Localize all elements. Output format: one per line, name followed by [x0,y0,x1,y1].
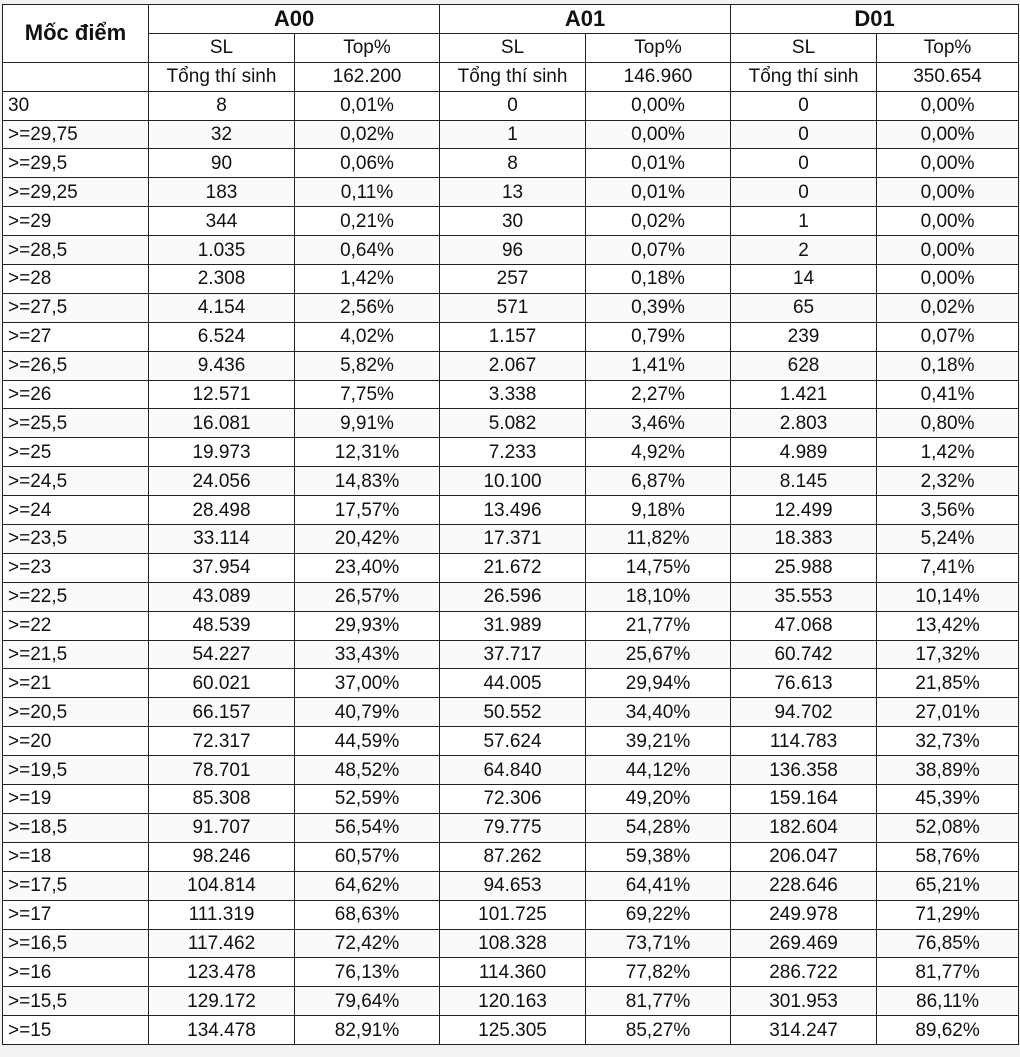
a01-sl-cell: 0 [440,91,586,120]
a00-sl-cell: 32 [149,120,295,149]
d01-sl-cell: 228.646 [731,871,877,900]
score-statistics-table [2,4,1019,1045]
block-a01-header: A01 [440,5,731,34]
a00-sl-cell: 111.319 [149,900,295,929]
a00-top-cell: 26,57% [295,582,440,611]
header-row-totals [3,62,1019,91]
d01-sl-cell: 239 [731,322,877,351]
a01-sl-cell: 8 [440,149,586,178]
a00-top-cell: 4,02% [295,322,440,351]
a01-top-cell: 69,22% [586,900,731,929]
a00-top-cell: 14,83% [295,467,440,496]
a00-sl-cell: 117.462 [149,929,295,958]
block-a00-header: A00 [149,5,440,34]
d01-top-cell: 0,00% [877,236,1019,265]
a01-sl-cell: 571 [440,293,586,322]
a01-sl-cell: 50.552 [440,698,586,727]
a01-top-cell: 54,28% [586,813,731,842]
d01-sl-cell: 0 [731,178,877,207]
table-row [3,553,1019,582]
a01-sl-cell: 13.496 [440,496,586,525]
a00-sl-cell: 8 [149,91,295,120]
score-milestone-cell: >=15 [3,1016,149,1045]
a01-sl-cell: 79.775 [440,813,586,842]
a00-top-cell: 7,75% [295,380,440,409]
d01-sl-header: SL [731,33,877,62]
a01-top-cell: 0,18% [586,265,731,294]
a00-sl-cell: 9.436 [149,351,295,380]
a00-top-cell: 2,56% [295,293,440,322]
d01-sl-cell: 4.989 [731,438,877,467]
table-row [3,91,1019,120]
a00-top-cell: 29,93% [295,611,440,640]
table-row [3,727,1019,756]
table-row [3,380,1019,409]
d01-top-cell: 1,42% [877,438,1019,467]
a01-sl-cell: 96 [440,236,586,265]
a00-sl-header: SL [149,33,295,62]
a01-sl-cell: 64.840 [440,756,586,785]
a00-top-cell: 82,91% [295,1016,440,1045]
a00-sl-cell: 2.308 [149,265,295,294]
score-milestone-cell: >=20,5 [3,698,149,727]
d01-top-cell: 0,00% [877,207,1019,236]
score-milestone-cell: >=25,5 [3,409,149,438]
a00-sl-cell: 6.524 [149,322,295,351]
a00-sl-cell: 183 [149,178,295,207]
score-milestone-cell: 30 [3,91,149,120]
table-row [3,785,1019,814]
d01-top-cell: 10,14% [877,582,1019,611]
score-milestone-cell: >=21 [3,669,149,698]
table-row [3,929,1019,958]
score-milestone-cell: >=28,5 [3,236,149,265]
score-milestone-cell: >=29,75 [3,120,149,149]
a00-sl-cell: 344 [149,207,295,236]
table-row [3,813,1019,842]
d01-sl-cell: 269.469 [731,929,877,958]
a00-sl-cell: 43.089 [149,582,295,611]
score-milestone-cell: >=22,5 [3,582,149,611]
a01-top-cell: 3,46% [586,409,731,438]
d01-sl-cell: 35.553 [731,582,877,611]
a00-sl-cell: 1.035 [149,236,295,265]
a01-sl-cell: 31.989 [440,611,586,640]
a01-top-cell: 0,07% [586,236,731,265]
a00-top-cell: 17,57% [295,496,440,525]
a01-top-cell: 34,40% [586,698,731,727]
d01-top-cell: 0,00% [877,265,1019,294]
table-row [3,120,1019,149]
table-body [3,91,1019,1044]
a01-sl-cell: 2.067 [440,351,586,380]
a00-top-cell: 0,11% [295,178,440,207]
table-row [3,409,1019,438]
score-milestone-cell: >=28 [3,265,149,294]
a00-top-cell: 64,62% [295,871,440,900]
table-row [3,1016,1019,1045]
a01-top-cell: 0,01% [586,149,731,178]
a01-top-cell: 85,27% [586,1016,731,1045]
d01-sl-cell: 47.068 [731,611,877,640]
a01-top-cell: 11,82% [586,525,731,554]
a01-top-cell: 6,87% [586,467,731,496]
d01-sl-cell: 182.604 [731,813,877,842]
table-row [3,322,1019,351]
a01-top-cell: 0,01% [586,178,731,207]
a00-top-cell: 52,59% [295,785,440,814]
d01-sl-cell: 0 [731,120,877,149]
a01-top-cell: 0,00% [586,91,731,120]
a00-top-cell: 0,02% [295,120,440,149]
a00-top-cell: 23,40% [295,553,440,582]
d01-top-cell: 0,00% [877,91,1019,120]
table-row [3,467,1019,496]
d01-sl-cell: 65 [731,293,877,322]
a01-top-cell: 0,02% [586,207,731,236]
d01-top-cell: 71,29% [877,900,1019,929]
score-milestone-header: Mốc điểm [3,5,149,63]
a01-top-cell: 64,41% [586,871,731,900]
a01-top-cell: 4,92% [586,438,731,467]
a01-sl-cell: 17.371 [440,525,586,554]
a00-top-cell: 20,42% [295,525,440,554]
a01-sl-cell: 13 [440,178,586,207]
a00-top-cell: 12,31% [295,438,440,467]
a00-total-label: Tổng thí sinh [149,62,295,91]
d01-sl-cell: 2.803 [731,409,877,438]
a01-top-cell: 81,77% [586,987,731,1016]
table-row [3,236,1019,265]
d01-total-value: 350.654 [877,62,1019,91]
a00-top-cell: 5,82% [295,351,440,380]
a01-sl-cell: 257 [440,265,586,294]
a00-top-cell: 60,57% [295,842,440,871]
table-row [3,640,1019,669]
d01-top-cell: 65,21% [877,871,1019,900]
a00-top-cell: 48,52% [295,756,440,785]
d01-sl-cell: 159.164 [731,785,877,814]
a01-sl-header: SL [440,33,586,62]
d01-top-cell: 7,41% [877,553,1019,582]
d01-sl-cell: 0 [731,91,877,120]
table-row [3,987,1019,1016]
a00-sl-cell: 33.114 [149,525,295,554]
d01-top-cell: 76,85% [877,929,1019,958]
a01-top-cell: 77,82% [586,958,731,987]
score-milestone-cell: >=18,5 [3,813,149,842]
table-row [3,582,1019,611]
a01-sl-cell: 114.360 [440,958,586,987]
score-milestone-cell: >=17 [3,900,149,929]
a01-sl-cell: 37.717 [440,640,586,669]
score-milestone-cell: >=29,5 [3,149,149,178]
score-milestone-cell: >=17,5 [3,871,149,900]
a01-sl-cell: 125.305 [440,1016,586,1045]
score-milestone-cell: >=25 [3,438,149,467]
a00-top-cell: 37,00% [295,669,440,698]
score-milestone-cell: >=19,5 [3,756,149,785]
a01-sl-cell: 5.082 [440,409,586,438]
a00-top-cell: 9,91% [295,409,440,438]
score-milestone-cell: >=22 [3,611,149,640]
score-milestone-cell: >=21,5 [3,640,149,669]
a01-top-cell: 18,10% [586,582,731,611]
d01-top-cell: 17,32% [877,640,1019,669]
d01-sl-cell: 60.742 [731,640,877,669]
score-milestone-cell: >=27,5 [3,293,149,322]
d01-top-cell: 0,07% [877,322,1019,351]
block-d01-header: D01 [731,5,1019,34]
a01-sl-cell: 44.005 [440,669,586,698]
d01-top-cell: 89,62% [877,1016,1019,1045]
d01-sl-cell: 12.499 [731,496,877,525]
a01-top-cell: 9,18% [586,496,731,525]
d01-sl-cell: 114.783 [731,727,877,756]
score-milestone-cell: >=18 [3,842,149,871]
a00-top-cell: 72,42% [295,929,440,958]
score-milestone-cell: >=26 [3,380,149,409]
a00-sl-cell: 28.498 [149,496,295,525]
a01-sl-cell: 10.100 [440,467,586,496]
a00-sl-cell: 104.814 [149,871,295,900]
a01-sl-cell: 108.328 [440,929,586,958]
d01-top-cell: 0,00% [877,120,1019,149]
a01-sl-cell: 101.725 [440,900,586,929]
table-row [3,756,1019,785]
d01-top-cell: 0,18% [877,351,1019,380]
d01-top-cell: 52,08% [877,813,1019,842]
score-milestone-cell: >=20 [3,727,149,756]
a01-sl-cell: 1.157 [440,322,586,351]
table-row [3,149,1019,178]
d01-sl-cell: 76.613 [731,669,877,698]
d01-top-cell: 0,00% [877,149,1019,178]
a00-sl-cell: 129.172 [149,987,295,1016]
d01-top-cell: 86,11% [877,987,1019,1016]
d01-top-cell: 81,77% [877,958,1019,987]
a01-top-cell: 0,39% [586,293,731,322]
score-milestone-cell: >=16,5 [3,929,149,958]
a00-top-cell: 1,42% [295,265,440,294]
score-milestone-cell: >=29 [3,207,149,236]
a00-sl-cell: 78.701 [149,756,295,785]
a00-sl-cell: 16.081 [149,409,295,438]
a00-top-cell: 33,43% [295,640,440,669]
d01-total-label: Tổng thí sinh [731,62,877,91]
a00-sl-cell: 98.246 [149,842,295,871]
d01-sl-cell: 301.953 [731,987,877,1016]
score-milestone-cell: >=23,5 [3,525,149,554]
a01-total-label: Tổng thí sinh [440,62,586,91]
table-row [3,900,1019,929]
a01-top-cell: 0,79% [586,322,731,351]
a00-sl-cell: 19.973 [149,438,295,467]
d01-top-cell: 21,85% [877,669,1019,698]
a00-top-cell: 0,64% [295,236,440,265]
header-row-blocks [3,5,1019,34]
d01-sl-cell: 1 [731,207,877,236]
a01-top-cell: 25,67% [586,640,731,669]
table-row [3,351,1019,380]
a01-sl-cell: 21.672 [440,553,586,582]
a00-sl-cell: 37.954 [149,553,295,582]
a00-top-header: Top% [295,33,440,62]
a00-sl-cell: 4.154 [149,293,295,322]
a00-sl-cell: 60.021 [149,669,295,698]
a00-sl-cell: 134.478 [149,1016,295,1045]
a00-sl-cell: 24.056 [149,467,295,496]
d01-top-cell: 0,80% [877,409,1019,438]
d01-top-header: Top% [877,33,1019,62]
table-row [3,611,1019,640]
d01-sl-cell: 286.722 [731,958,877,987]
d01-sl-cell: 94.702 [731,698,877,727]
d01-sl-cell: 136.358 [731,756,877,785]
a01-top-cell: 44,12% [586,756,731,785]
d01-sl-cell: 18.383 [731,525,877,554]
score-milestone-cell: >=15,5 [3,987,149,1016]
a01-sl-cell: 87.262 [440,842,586,871]
score-milestone-cell: >=19 [3,785,149,814]
d01-sl-cell: 206.047 [731,842,877,871]
a00-top-cell: 68,63% [295,900,440,929]
d01-top-cell: 32,73% [877,727,1019,756]
table-row [3,265,1019,294]
d01-top-cell: 0,41% [877,380,1019,409]
a00-top-cell: 79,64% [295,987,440,1016]
d01-sl-cell: 1.421 [731,380,877,409]
a01-sl-cell: 7.233 [440,438,586,467]
header-row-columns [3,33,1019,62]
a01-top-cell: 0,00% [586,120,731,149]
d01-top-cell: 3,56% [877,496,1019,525]
score-milestone-cell: >=24 [3,496,149,525]
a01-top-cell: 21,77% [586,611,731,640]
a00-top-cell: 0,01% [295,91,440,120]
a00-sl-cell: 85.308 [149,785,295,814]
a00-sl-cell: 72.317 [149,727,295,756]
d01-top-cell: 58,76% [877,842,1019,871]
a00-top-cell: 44,59% [295,727,440,756]
a00-top-cell: 40,79% [295,698,440,727]
a01-sl-cell: 72.306 [440,785,586,814]
d01-top-cell: 38,89% [877,756,1019,785]
d01-sl-cell: 249.978 [731,900,877,929]
d01-sl-cell: 2 [731,236,877,265]
table-row [3,207,1019,236]
a01-sl-cell: 3.338 [440,380,586,409]
d01-top-cell: 27,01% [877,698,1019,727]
a01-top-cell: 29,94% [586,669,731,698]
a01-top-cell: 1,41% [586,351,731,380]
a00-sl-cell: 54.227 [149,640,295,669]
table-row [3,293,1019,322]
table-row [3,178,1019,207]
table-row [3,698,1019,727]
totals-row-label [3,62,149,91]
a01-total-value: 146.960 [586,62,731,91]
a01-top-cell: 73,71% [586,929,731,958]
table-row [3,958,1019,987]
d01-top-cell: 13,42% [877,611,1019,640]
d01-sl-cell: 8.145 [731,467,877,496]
d01-top-cell: 45,39% [877,785,1019,814]
score-milestone-cell: >=16 [3,958,149,987]
a00-top-cell: 76,13% [295,958,440,987]
d01-sl-cell: 14 [731,265,877,294]
d01-top-cell: 5,24% [877,525,1019,554]
a01-top-header: Top% [586,33,731,62]
table-row [3,438,1019,467]
table-row [3,525,1019,554]
score-milestone-cell: >=27 [3,322,149,351]
a00-total-value: 162.200 [295,62,440,91]
score-milestone-cell: >=23 [3,553,149,582]
a00-top-cell: 56,54% [295,813,440,842]
a01-sl-cell: 94.653 [440,871,586,900]
a01-sl-cell: 57.624 [440,727,586,756]
a00-top-cell: 0,06% [295,149,440,178]
a00-sl-cell: 90 [149,149,295,178]
table-row [3,669,1019,698]
score-milestone-cell: >=26,5 [3,351,149,380]
a01-top-cell: 49,20% [586,785,731,814]
d01-sl-cell: 25.988 [731,553,877,582]
a01-top-cell: 14,75% [586,553,731,582]
table-row [3,842,1019,871]
d01-sl-cell: 314.247 [731,1016,877,1045]
d01-top-cell: 2,32% [877,467,1019,496]
d01-sl-cell: 628 [731,351,877,380]
a00-top-cell: 0,21% [295,207,440,236]
a01-sl-cell: 120.163 [440,987,586,1016]
d01-sl-cell: 0 [731,149,877,178]
a00-sl-cell: 123.478 [149,958,295,987]
score-milestone-cell: >=24,5 [3,467,149,496]
score-milestone-cell: >=29,25 [3,178,149,207]
a01-top-cell: 59,38% [586,842,731,871]
table-row [3,496,1019,525]
a01-sl-cell: 1 [440,120,586,149]
d01-top-cell: 0,02% [877,293,1019,322]
a00-sl-cell: 91.707 [149,813,295,842]
table-row [3,871,1019,900]
d01-top-cell: 0,00% [877,178,1019,207]
a01-top-cell: 39,21% [586,727,731,756]
a01-top-cell: 2,27% [586,380,731,409]
a00-sl-cell: 48.539 [149,611,295,640]
a01-sl-cell: 26.596 [440,582,586,611]
a01-sl-cell: 30 [440,207,586,236]
a00-sl-cell: 66.157 [149,698,295,727]
a00-sl-cell: 12.571 [149,380,295,409]
